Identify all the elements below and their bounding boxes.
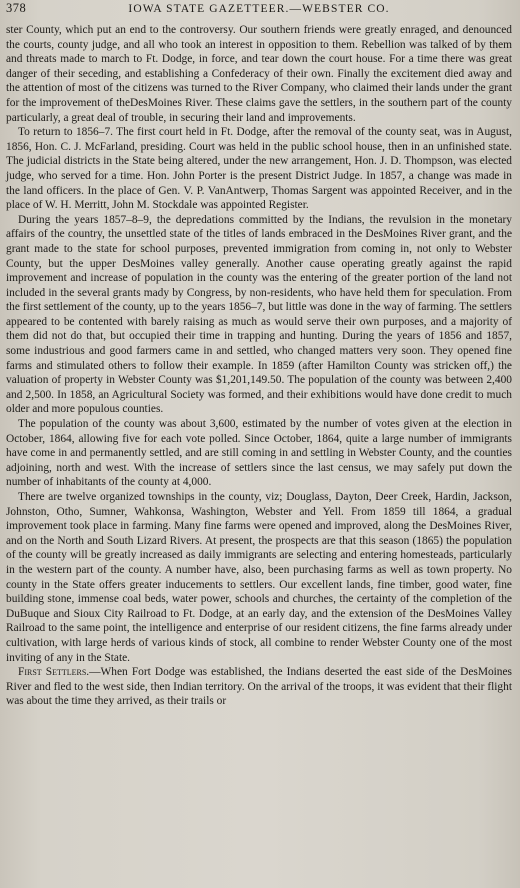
paragraph-first-settlers bbox=[6, 665, 512, 709]
paragraph-townships: There are twelve organized townships in the county, viz; Douglass, Dayton, Deer Creek, Hardin, Jackson, Johnston, Otho, Sumner, Wahkonsa, Washington, Webster and Yell. From 1859 till 1864, a gradual improvement took place in farming. Many fine farms were opened and improved, along the DesMoines River, and on the North and South Lizard Rivers. At present, the prospects are that this season (1865) the population of the county will be greatly increased as daily immigrants are selecting and entering homesteads, particularly in the western part of the county. A number have, also, been purchasing farms as well as town property. No county in the State offers greater inducements to settlers. Our excellent lands, fine timber, good water, fine building stone, immense coal beds, water power, schools and churches, the certainty of the completion of the DuBuque and Sioux City Railroad to Ft. Dodge, at an early day, and the extension of the DesMoines Valley Railroad to the same point, the intelligence and enterprise of our resident citizens, the fine farms already under cultivation, with large herds of various kinds of stock, all combine to render Webster County one of the most inviting of any in the State. bbox=[6, 491, 512, 664]
page-number: 378 bbox=[6, 1, 27, 15]
section-lead: First Settlers. bbox=[18, 666, 90, 679]
paragraph-population: The population of the county was about 3,600, estimated by the number of votes given at the election in October, 1864, allowing five for each vote polled. Since October, 1864, quite a large number of immigrants have come in and permanently settled, and are still coming in and settling in Webster County, and the counties adjoining, north and west. With the increase of settlers since the last census, we may safely put down the number of inhabitants of the county at 4,000. bbox=[6, 418, 512, 489]
running-head: IOWA STATE GAZETTEER.—WEBSTER CO. bbox=[128, 3, 390, 15]
section-text: —When Fort Dodge was established, the Indians deserted the east side of the DesMoines River and fled to the west side, then Indian territory. On the arrival of the troops, it was evident that their flight was about the time they arrived, as their trails or bbox=[6, 666, 512, 708]
paragraph-depredations: During the years 1857–8–9, the depredations committed by the Indians, the revulsion in the monetary affairs of the country, the unsettled state of the titles of lands embraced in the DesMoines River grant, and the grant made to the state for school purposes, prevented immigration from coming in, not only to Webster County, but the upper DesMoines valley generally. Another cause operating greatly against the rapid improvement and increase of population in the county was the entering of the greater portion of the land not included in the several grants mady by Congress, by non-residents, who have held them for speculation. From the first settlement of the county, up to the years 1856–7, but little was done in the way of farming. The settlers appeared to be contented with barely raising as much as would serve their own purposes, and a majority of them did not do that, but occupied their time in trapping and hunting. During the years of 1856 and 1857, some industrious and good farmers came in and settled, who changed matters very soon. They opened fine farms and stimulated others to follow their example. In 1859 (after Hamilton County was stricken off,) the valuation of property in Webster County was $1,201,149.50. The population of the county was between 2,400 and 2,500. In 1858, an Agricultural Society was formed, and their exhibitions would have done credit to much older and more populous counties. bbox=[6, 213, 512, 416]
article-body bbox=[6, 23, 512, 709]
page-header bbox=[6, 0, 512, 23]
paragraph-court-history: To return to 1856–7. The first court held in Ft. Dodge, after the removal of the county seat, was in August, 1856, Hon. C. J. McFarland, presiding. Court was held in the public school house, then in an unfinished state. The judicial districts in the State being altered, under the new arrangement, Hon. J. D. Thompson, was elected judge, who served for a time. Hon. John Porter is the present District Judge. In 1857, a change was made in the land officers. In the place of Gen. V. P. VanAntwerp, Thomas Sargent was appointed Receiver, and in the place of W. H. Merritt, John M. Stockdale was appointed Register. bbox=[6, 126, 512, 212]
paragraph-continued: ster County, which put an end to the controversy. Our southern friends were greatly enraged, and denounced the courts, county judge, and all who took an interest in opposition to them. Rebellion was talked of by them and threats made to march to Ft. Dodge, in force, and tear down the court house. For a time there was great danger of their seceding, and establishing a Confederacy of their own. Finally the excitement died away and the attention of most of the citizens was turned to the River Company, who claimed their lands under the grant for the improvement of theDesMoines River. These claims gave the settlers, in the southern part of the county particularly, a great deal of trouble, in securing their land and improvements. bbox=[6, 24, 512, 124]
